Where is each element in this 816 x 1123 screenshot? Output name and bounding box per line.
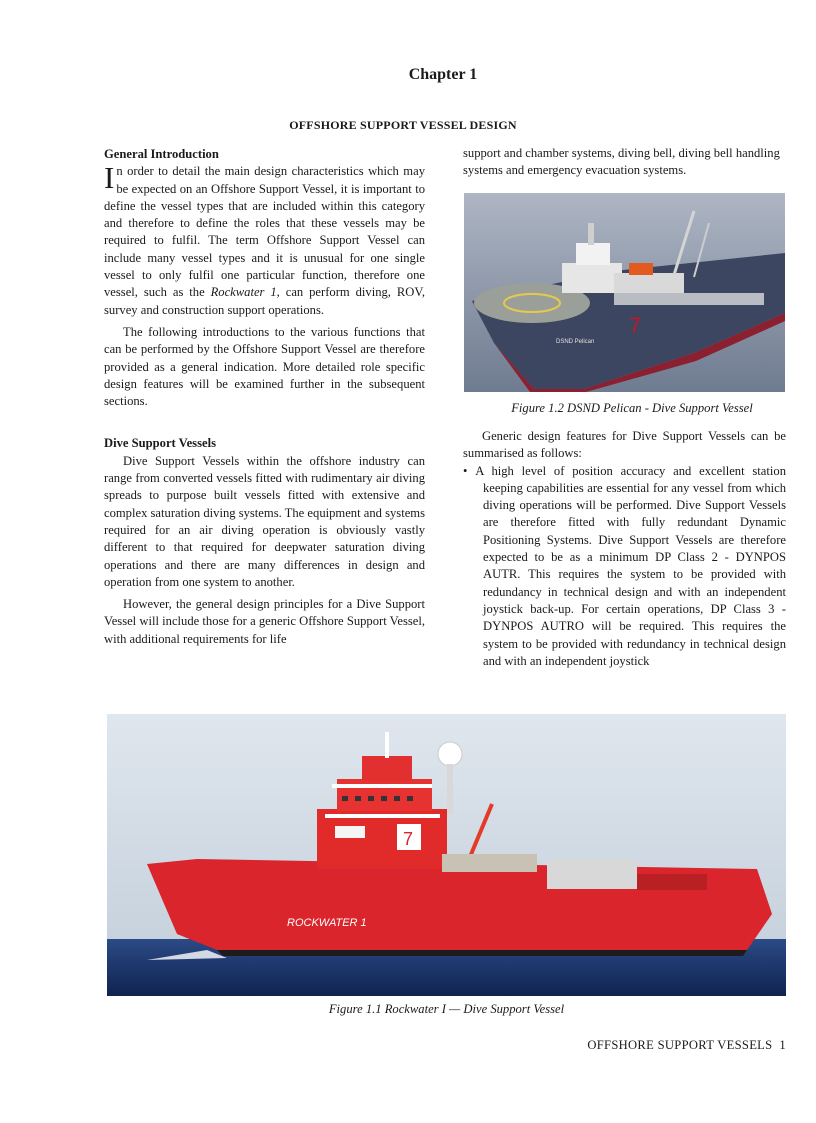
right-column-bottom <box>463 428 786 670</box>
bullet-mark: • <box>463 463 468 478</box>
section-title: OFFSHORE SUPPORT VESSEL DESIGN <box>289 118 517 132</box>
figure-1-1-caption: Figure 1.1 Rockwater I — Dive Support Vessel <box>328 1002 565 1016</box>
bullet-dp-text: A high level of position accuracy and excellent station keeping capabilities are essential for any vessel from which diving operations will be performed. Dive Support Vessels are therefore fitted with fully redundant Dynamic Positioning Systems. Dive Support Vessels are therefore expected to be as a minimum DP Class 2 - DYNPOS AUTR. This requires the system to be provided with redundancy in technical design and with an independent joystick back-up. For certain operations, DP Class 3 - DYNPOS AUTRO will be required. This requires the system to be provided with redundancy in technical design and with an independent joystick <box>475 463 786 668</box>
page-number: 1 <box>779 1038 786 1052</box>
general-intro-paragraph-1 <box>104 160 425 319</box>
general-intro-paragraph-2: The following introductions to the various functions that can be performed by the Offshore Support Vessel are therefore provided as a general indication. More detailed role specific design features will be examined further in the subsequent sections. <box>104 324 425 409</box>
page-footer <box>587 1038 786 1053</box>
rockwater-ship-image <box>107 714 786 996</box>
left-column <box>104 146 425 648</box>
footer-title: OFFSHORE SUPPORT VESSELS <box>587 1038 773 1052</box>
dive-support-vessels-heading: Dive Support Vessels <box>104 436 216 451</box>
features-intro-paragraph: Generic design features for Dive Support Vessels can be summarised as follows: <box>463 429 786 461</box>
figure-1-2-caption: Figure 1.2 DSND Pelican - Dive Support Vessel <box>511 401 753 415</box>
right-column-top <box>463 145 786 180</box>
figure-1-1-photo <box>107 714 786 996</box>
drop-cap: I <box>104 160 115 196</box>
intro-first-line: n order to detail the main design characteristics which may be expected on an Offshore Support Vessel, it is <box>116 164 425 196</box>
chapter-heading: Chapter 1 <box>408 66 478 83</box>
continued-paragraph: support and chamber systems, diving bell, diving bell handling systems and emergency evacuation systems. <box>463 146 780 178</box>
dive-support-paragraph-1: Dive Support Vessels within the offshore industry can range from converted vessels fitted with rudimentary air diving spreads to purpose built vessels fitted with extensive and complex saturation diving systems. The equipment and systems required for an air diving operation is obviously vastly different to that required for deepwater saturation diving operations and there are many differences in design and operation from one system to another. <box>104 453 425 589</box>
dive-support-paragraph-2: However, the general design principles for a Dive Support Vessel will include those for a generic Offshore Support Vessel, with additional requirements for life <box>104 597 425 646</box>
hull-name-pelican: DSND Pelican <box>556 339 595 345</box>
intro-end: can perform diving, ROV, survey and construction support operations. <box>104 285 425 317</box>
funnel-number: 7 <box>403 829 414 849</box>
bow-number: 7 <box>629 313 642 338</box>
general-introduction-heading: General Introduction <box>104 147 219 161</box>
figure-1-2-photo <box>464 193 785 392</box>
intro-body: important to define the vessel types that are included within this category and therefore to define the roles that these vessels may be required to fulfil. The term Offshore Support Vessel can include many vessel types and it is unusual for one single vessel to only fulfil one particular function, therefore one vessel, such as the <box>104 181 425 300</box>
bullet-dp-requirements <box>463 463 786 671</box>
dsnd-pelican-ship-image <box>464 193 785 392</box>
hull-name-rockwater: ROCKWATER 1 <box>287 917 367 929</box>
vessel-name-rockwater: Rockwater 1, <box>210 285 280 300</box>
